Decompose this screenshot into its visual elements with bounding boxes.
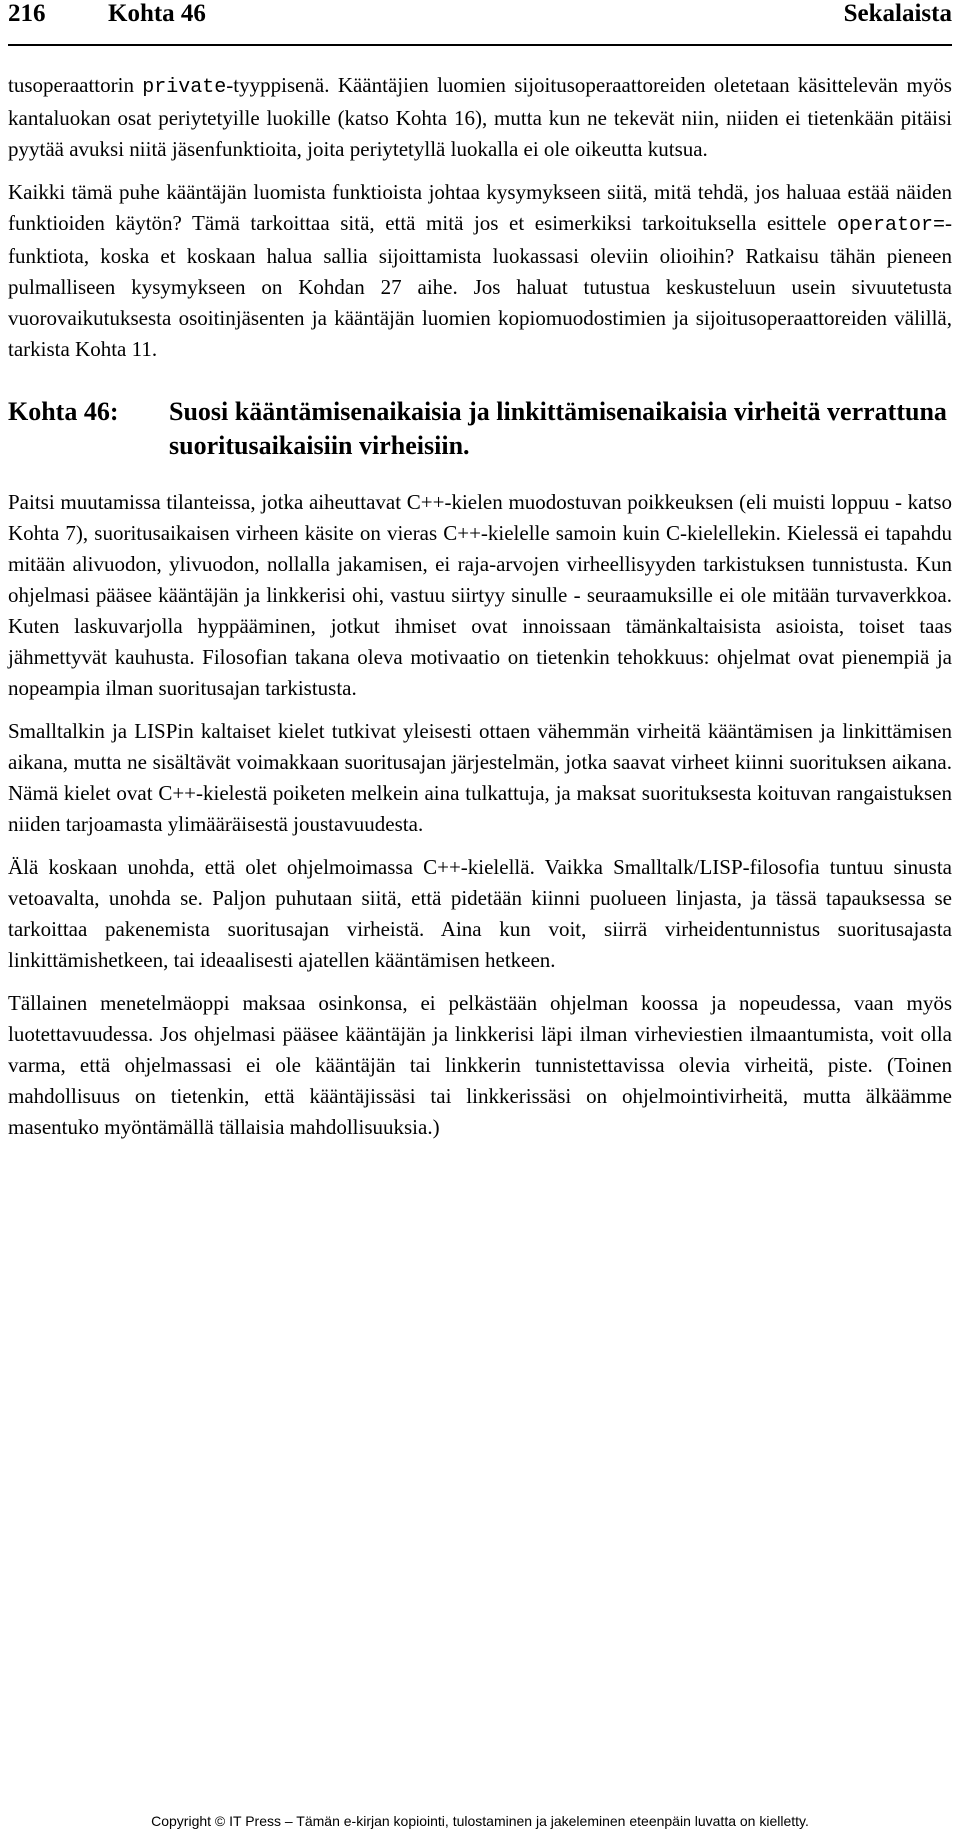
paragraph-2 — [8, 177, 952, 365]
paragraph-2-text-a: Kaikki tämä puhe kääntäjän luomista funktioista johtaa kysymykseen siitä, mitä tehdä, jos haluaa estää näiden funktioiden käytön? Tämä tarkoittaa sitä, että mitä jos et esimerkiksi tarkoituksella esittele — [8, 180, 952, 235]
paragraph-6: Tällainen menetelmäoppi maksaa osinkonsa, ei pelkästään ohjelman koossa ja nopeudessa, vaan myös luotettavuudessa. Jos ohjelmasi pääsee kääntäjän ja linkkerisi läpi ilman virheviestien ilmaantumista, voit olla varma, että ohjelmassasi ei ole kääntäjän tai linkkerin tunnistettavissa olevia virheitä, piste. (Toinen mahdollisuus on tietenkin, että kääntäjissäsi tai linkkerissäsi on ohjelmointivirheitä, mutta älkäämme masentuko myöntämällä tällaisia mahdollisuuksia.) — [8, 991, 952, 1139]
paragraph-1-text-b: -tyyppisenä. Kääntäjien luomien sijoitusoperaattoreiden oletetaan käsittelevän myös kantaluokan osat periytetyille luokille (katso Kohta 16), mutta kun ne tekevät niin, niiden ei tietenkään pitäisi pyytää avuksi niitä jäsenfunktioita, joita periytetyllä luokalla ei ole oikeutta kutsua. — [8, 73, 952, 161]
item-label: Kohta 46: — [8, 397, 119, 426]
section-title: Kohta 46 — [108, 0, 206, 27]
item-title: Suosi kääntämisenaikaisia ja linkittämisenaikaisia virheitä verrattuna suoritusaikaisiin virheisiin. — [169, 397, 947, 460]
paragraph-5: Älä koskaan unohda, että olet ohjelmoimassa C++-kielellä. Vaikka Smalltalk/LISP-filosofia tuntuu sinusta vetoavalta, unohda se. Paljon puhutaan siitä, että pidetään kiinni puolueen linjasta, ja tässä tapauksessa se tarkoittaa pakenemista suoritusajan virheistä. Aina kun voit, siirrä virheidentunnistus suoritusajasta linkittämishetkeen, tai ideaalisesti ajatellen kääntämisen hetkeen. — [8, 855, 952, 972]
running-head — [8, 0, 952, 40]
paragraph-1 — [8, 70, 952, 165]
item-heading — [8, 395, 952, 463]
paragraph-4: Smalltalkin ja LISPin kaltaiset kielet tutkivat yleisesti ottaen vähemmän virheitä kääntämisen ja linkittämisen aikana, mutta ne sisältävät voimakkaan suoritusajan järjestelmän, jotka saavat virheet kiinni suorituksen aikana. Nämä kielet ovat C++-kielestä poiketen melkein aina tulkattuja, ja maksat suorituksesta koituvan rangaistuksen niiden tarjoamasta ylimääräisestä joustavuudesta. — [8, 719, 952, 836]
code-private: private — [142, 76, 227, 99]
code-operator-assign: operator= — [836, 214, 945, 237]
paragraph-2-text-b: -funktiota, koska et koskaan halua sallia sijoittamista luokassasi oleviin olioihin? Ratkaisu tähän pieneen pulmalliseen kysymykseen on Kohdan 27 aihe. Jos haluat tutustua keskusteluun usein sivuutetusta vuorovaikutuksesta osoitinjäsenten ja kääntäjän luomien kopiomuodostimien ja sijoitusoperaattoreiden välillä, tarkista Kohta 11. — [8, 211, 952, 361]
header-rule — [8, 44, 952, 46]
page-number: 216 — [8, 0, 46, 27]
paragraph-1-text-a: tusoperaattorin — [8, 73, 143, 97]
chapter-title: Sekalaista — [843, 0, 952, 27]
page-body — [8, 70, 952, 1155]
copyright-footer: Copyright © IT Press – Tämän e-kirjan kopiointi, tulostaminen ja jakeleminen eteenpäin luvatta on kielletty. — [151, 1813, 809, 1829]
paragraph-3: Paitsi muutamissa tilanteissa, jotka aiheuttavat C++-kielen muodostuvan poikkeuksen (eli muisti loppuu - katso Kohta 7), suoritusaikaisen virheen käsite on vieras C++-kielelle samoin kuin C-kielellekin. Kielessä ei tapahdu mitään alivuodon, ylivuodon, nollalla jakamisen, ei raja-arvojen virheellisyyden tarkistuksen tunnistusta. Kun ohjelmasi pääsee kääntäjän ja linkkerisi ohi, vastuu siirtyy sinulle - seuraamuksille ei ole mitään turvaverkkoa. Kuten laskuvarjolla hyppääminen, jotkut ihmiset ovat innoissaan tämänkaltaisista asioista, toiset taas jähmettyvät kauhusta. Filosofian takana oleva motivaatio on tietenkin tehokkuus: ohjelmat ovat pienempiä ja nopeampia ilman suoritusajan tarkistusta. — [8, 490, 952, 700]
